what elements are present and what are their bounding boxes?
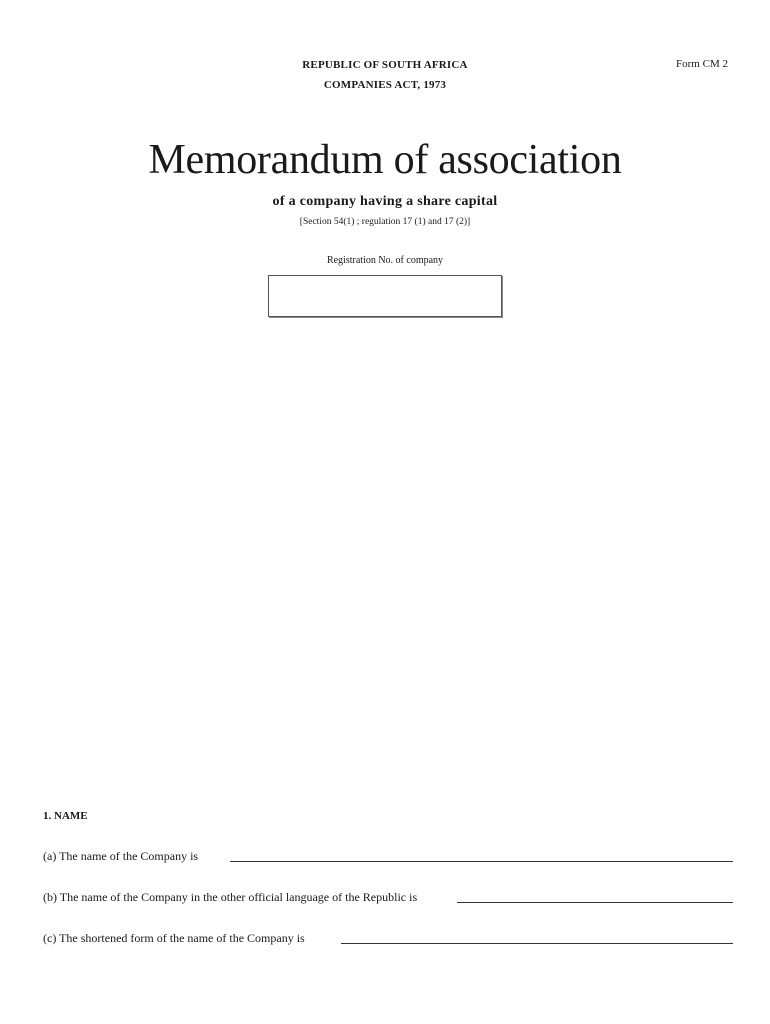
country-heading: REPUBLIC OF SOUTH AFRICA xyxy=(302,59,468,71)
company-name-field[interactable] xyxy=(230,861,733,862)
company-name-other-language-label: (b) The name of the Company in the other official language of the Republic is xyxy=(43,890,418,904)
registration-number-field[interactable] xyxy=(268,275,502,317)
document-title: Memorandum of association xyxy=(148,137,622,183)
company-name-other-language-field[interactable] xyxy=(457,902,733,903)
company-short-name-field[interactable] xyxy=(341,943,733,944)
document-subtitle: of a company having a share capital xyxy=(272,194,498,209)
legal-citation: [Section 54(1) ; regulation 17 (1) and 17 (2)] xyxy=(299,217,471,227)
company-short-name-label: (c) The shortened form of the name of the Company is xyxy=(43,931,305,945)
act-heading: COMPANIES ACT, 1973 xyxy=(323,79,447,91)
registration-number-label: Registration No. of company xyxy=(326,255,444,266)
section-name-heading: 1. NAME xyxy=(43,810,88,822)
form-number: Form CM 2 xyxy=(676,58,728,70)
company-name-label: (a) The name of the Company is xyxy=(43,849,199,863)
